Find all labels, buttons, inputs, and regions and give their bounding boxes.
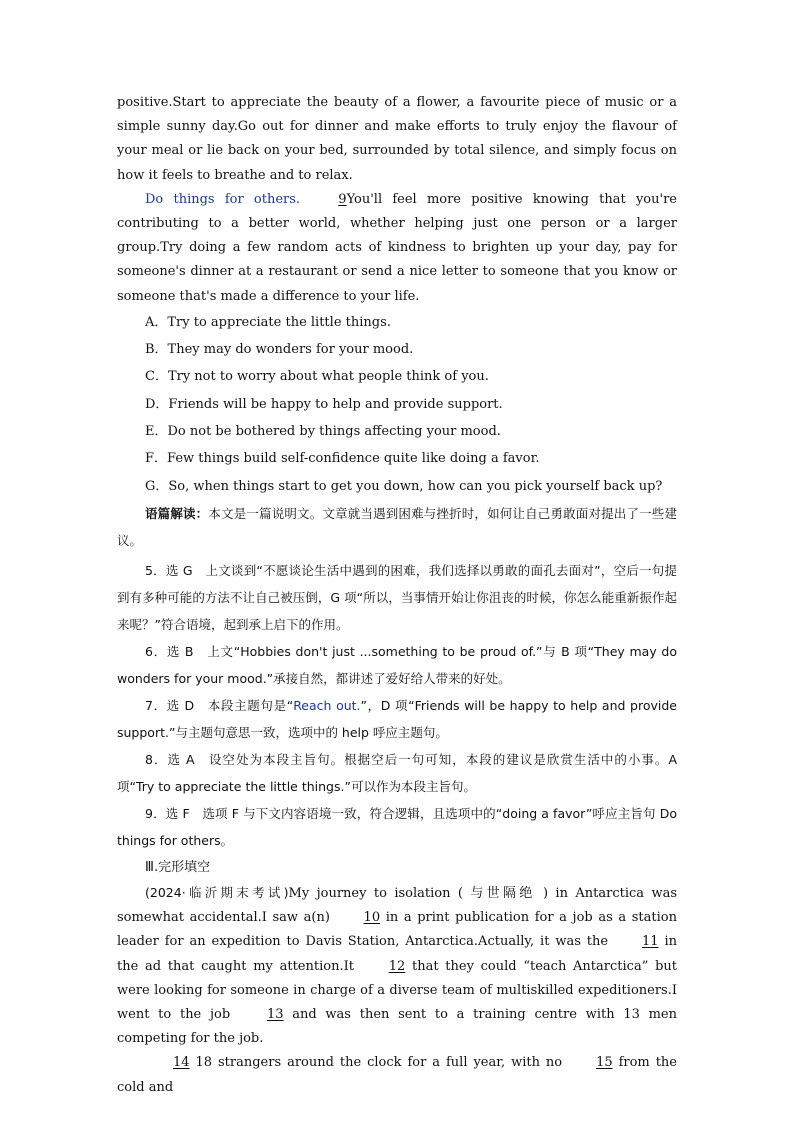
passage-paragraph-continued: positive.Start to appreciate the beauty of a flower, a favourite piece of music or a simple sunny day.Go out for dinner and make efforts to truly enjoy the flavour of your meal or lie back on your bed, surrounded by total silence, and simply focus on how it feels to breathe and to relax. xyxy=(117,95,677,183)
paragraph-topic-sentence: Do things for others. xyxy=(145,191,301,207)
blank-9: 9 xyxy=(338,191,347,207)
cloze-paragraph-1: (2024·临沂期末考试)My journey to isolation ( 与世隔绝 ) in Antarctica was somewhat accidental.I saw a(n) 10 in a print publication for a job as a station leader for an expedition to Davis Station, Antarctica.Actually, it was the 11 in the ad that caught my attention.It 12 that they could “teach Antarctica” but were looking for someone in charge of a diverse team of multiskilled expeditioners.I went to the job 13 and was then sent to a training centre with 13 men competing for the job. xyxy=(117,884,677,1047)
blank-10: 10 xyxy=(363,910,381,926)
blank-13: 13 xyxy=(266,1006,284,1022)
source-label: (2024·临沂期末考试) xyxy=(145,884,289,900)
answer-5: 5．选 G 上文谈到“不愿谈论生活中遇到的困难，我们选择以勇敢的面孔去面对”，空后一句提到有多种可能的方法不让自己被压倒，G 项“所以，当事情开始让你沮丧的时候，你怎么能重新振作起来呢？”符合语境，起到承上启下的作用。 xyxy=(117,562,677,632)
discourse-analysis xyxy=(117,500,677,554)
answer-7-topic: Reach out. xyxy=(293,697,361,713)
document-page xyxy=(117,91,677,1100)
analysis-label: 语篇解读： xyxy=(145,505,209,521)
option-b: B．They may do wonders for your mood. xyxy=(145,342,414,358)
analysis-text: 本文是一篇说明文。文章就当遇到困难与挫折时，如何让自己勇敢面对提出了一些建议。 xyxy=(117,505,677,548)
cloze-paragraph-2: 14 18 strangers around the clock for a full year, with no 15 from the cold and xyxy=(117,1051,677,1099)
answer-7: 7．选 D 本段主题句是“Reach out.”，D 项“Friends will be happy to help and provide support.”与主题句意思一致，选项中的 help 呼应主题句。 xyxy=(117,697,677,740)
answer-9: 9．选 F 选项 F 与下文内容语境一致，符合逻辑，且选项中的“doing a favor”呼应主旨句 Do things for others。 xyxy=(117,805,677,848)
option-e: E．Do not be bothered by things affecting your mood. xyxy=(145,424,501,440)
blank-15: 15 xyxy=(596,1055,613,1071)
option-f: F．Few things build self-confidence quite like doing a favor. xyxy=(145,451,540,467)
option-d: D．Friends will be happy to help and provide support. xyxy=(145,396,503,412)
option-g: G．So, when things start to get you down, how can you pick yourself back up? xyxy=(145,478,663,494)
paragraph-body: You'll feel more positive knowing that you're contributing to a better world, whether helping just one person or a larger group.Try doing a few random acts of kindness to brighten up your day, pay for someone's dinner at a restaurant or send a nice letter to someone that you know or someone that's made a difference to your life. xyxy=(117,191,677,304)
options-list xyxy=(117,309,677,500)
blank-12: 12 xyxy=(388,958,406,974)
blank-11: 11 xyxy=(642,934,659,950)
passage-paragraph-9 xyxy=(117,188,677,309)
option-a: A．Try to appreciate the little things. xyxy=(145,314,391,330)
blank-14: 14 xyxy=(173,1055,190,1071)
section-heading: Ⅲ.完形填空 xyxy=(145,859,211,875)
answer-8: 8．选 A 设空处为本段主旨句。根据空后一句可知，本段的建议是欣赏生活中的小事。A 项“Try to appreciate the little things.”可以作为本段主旨句。 xyxy=(117,751,677,794)
answer-6: 6．选 B 上文“Hobbies don't just ...something to be proud of.”与 B 项“They may do wonders for your mood.”承接自然，都讲述了爱好给人带来的好处。 xyxy=(117,643,677,686)
option-c: C．Try not to worry about what people think of you. xyxy=(145,369,489,385)
